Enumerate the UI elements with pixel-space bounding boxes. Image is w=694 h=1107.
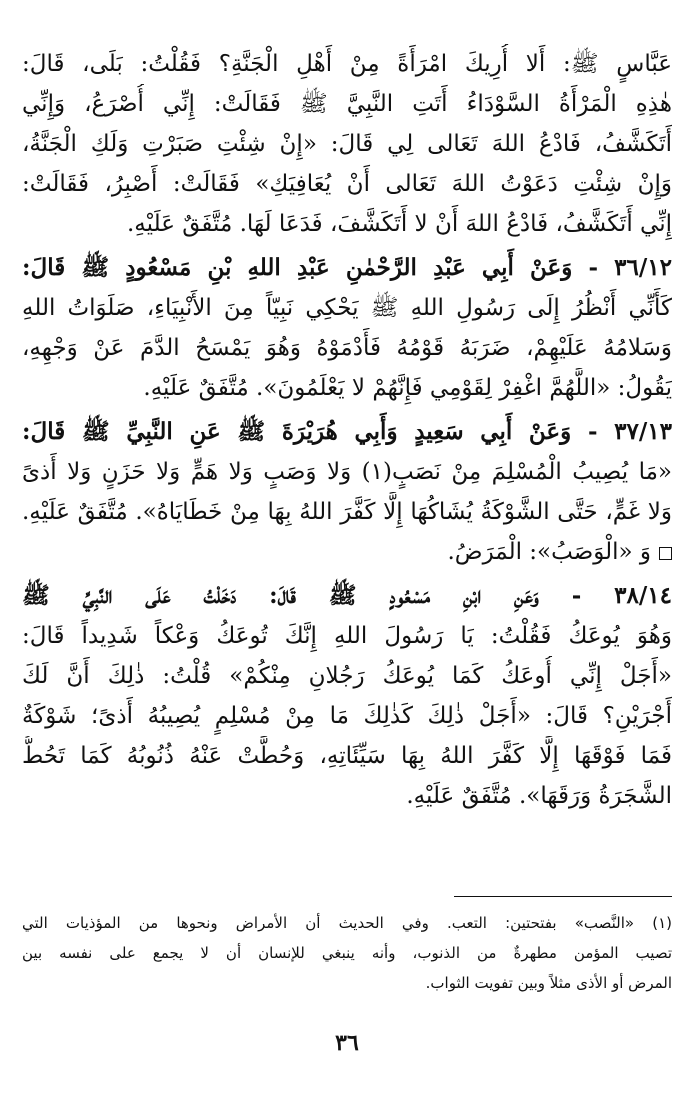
text-line: وَلا غَمٍّ، حَتَّى الشَّوْكَةُ يُشَاكُهَا إِلَّا كَفَّرَ اللهُ بِهَا مِنْ خَطَايَاهُ». مُتَّفَقٌ عَلَيْهِ.	[22, 499, 672, 525]
text-line: عَبَّاسٍ ﷺ: أَلا أُرِيكَ امْرَأَةً مِنْ أَهْلِ الْجَنَّةِ؟ فَقُلْتُ: بَلَى، قَالَ:	[22, 51, 672, 77]
text-line: إِنِّي أَتَكَشَّفُ، فَادْعُ اللهَ أَنْ لا أَتَكَشَّفَ، فَدَعَا لَهَا. مُتَّفَقٌ عَلَيْهِ.	[127, 211, 672, 237]
text-line: هٰذِهِ الْمَرْأَةُ السَّوْدَاءُ أَتَتِ النَّبِيَّ ﷺ فَقَالَتْ: إِنِّي أُصْرَعُ، وَإِنِّي	[22, 91, 672, 117]
footnote-divider	[454, 896, 672, 897]
text-line: وَهُوَ يُوعَكُ فَقُلْتُ: يَا رَسُولَ اللهِ إِنَّكَ تُوعَكُ وَعْكاً شَدِيداً قَالَ:	[22, 623, 672, 649]
square-bullet-icon	[659, 547, 672, 560]
text-line: «أَجَلْ إِنِّي أُوعَكُ كَمَا يُوعَكُ رَجُلانِ مِنْكُمْ» قُلْتُ: ذٰلِكَ أَنَّ لَكَ	[22, 663, 672, 689]
text-line: يَقُولُ: «اللَّهُمَّ اغْفِرْ لِقَوْمِي فَإِنَّهُمْ لا يَعْلَمُونَ». مُتَّفَقٌ عَلَيْهِ.	[143, 375, 672, 401]
paragraph-1	[22, 44, 672, 244]
footnote-line: (١) «النَّصب» بفتحتين: التعب. وفي الحديث أن الأمراض ونحوها من المؤذيات التي	[22, 914, 672, 932]
hadith-37	[22, 412, 672, 572]
hadith-heading-line: ٣٦/١٢ - وَعَنْ أَبِي عَبْدِ الرَّحْمٰنِ عَبْدِ اللهِ بْنِ مَسْعُودٍ ﷺ قَالَ:	[22, 254, 672, 281]
text-line: وَسَلامُهُ عَلَيْهِمْ، ضَرَبَهُ قَوْمُهُ فَأَدْمَوْهُ وَهُوَ يَمْسَحُ الدَّمَ عَنْ وَجْهِهِ،	[22, 335, 672, 361]
footnote-line: تصيب المؤمن مطهرةٌ من الذنوب، وأنه ينبغي للإنسان أن لا يجمع على نفسه بين	[22, 944, 672, 962]
text-line: أَجْرَيْنِ؟ قَالَ: «أَجَلْ ذٰلِكَ كَذٰلِكَ مَا مِنْ مُسْلِمٍ يُصِيبُهُ أَذىً؛ شَوْكَةٌ	[22, 703, 672, 729]
page-number: ٣٦	[335, 1030, 359, 1056]
text-line: وَإِنْ شِئْتِ دَعَوْتُ اللهَ تَعَالى أَنْ يُعَافِيَكِ» فَقَالَتْ: أَصْبِرُ، فَقَالَتْ:	[22, 171, 672, 197]
text-line: أَتَكَشَّفُ، فَادْعُ اللهَ تَعَالى لِي قَالَ: «إِنْ شِئْتِ صَبَرْتِ وَلَكِ الْجَنَّةُ،	[22, 131, 672, 157]
hadith-38	[22, 576, 672, 816]
text-line: كَأَنِّي أَنْظُرُ إِلَى رَسُولِ اللهِ ﷺ يَحْكِي نَبِيّاً مِنَ الأَنْبِيَاءِ، صَلَوَاتُ اللهِ	[22, 295, 672, 321]
gloss-line	[22, 532, 672, 572]
text-line: فَمَا فَوْقَهَا إِلَّا كَفَّرَ اللهُ بِهَا سَيِّئَاتِهِ، وَحُطَّتْ عَنْهُ ذُنُوبُهُ كَمَا تَحُطُّ	[22, 743, 672, 769]
footnotes	[22, 908, 672, 998]
text-line: «مَا يُصِيبُ الْمُسْلِمَ مِنْ نَصَبٍ(١) وَلا وَصَبٍ وَلا هَمٍّ وَلا حَزَنٍ وَلا أَذىً	[22, 459, 672, 485]
gloss-text: وَ «الْوَصَبُ»: الْمَرَضُ.	[447, 539, 651, 565]
text-line: الشَّجَرَةُ وَرَقَهَا». مُتَّفَقٌ عَلَيْهِ.	[406, 783, 672, 809]
hadith-heading-line: ٣٨/١٤ - وَعَنِ ابْنِ مَسْعُودٍ ﷺ قَالَ: دَخَلْتُ عَلَى النَّبِيِّ ﷺ	[22, 582, 672, 609]
main-text	[22, 44, 672, 816]
hadith-heading-line: ٣٧/١٣ - وَعَنْ أَبِي سَعِيدٍ وَأَبِي هُرَيْرَةَ ﷺ عَنِ النَّبِيِّ ﷺ قَالَ:	[22, 418, 672, 445]
footnote-line: المرض أو الأذى مثلاً وبين تفويت الثواب.	[425, 974, 672, 992]
hadith-36	[22, 248, 672, 408]
